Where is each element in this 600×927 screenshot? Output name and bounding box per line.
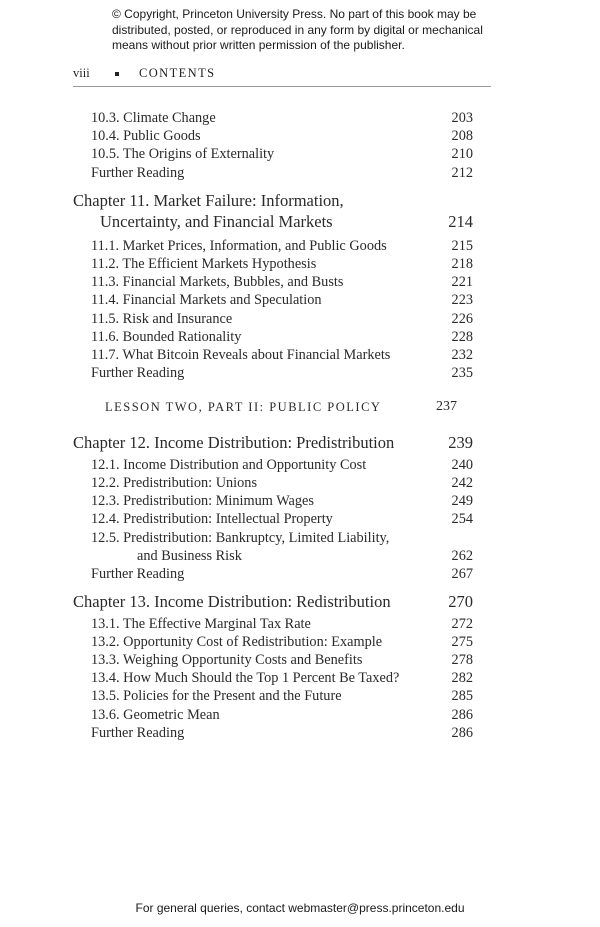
toc-entry[interactable]: 10.3. Climate Change 203: [91, 110, 473, 126]
toc-entry[interactable]: Further Reading 267: [91, 565, 473, 582]
copyright-notice: © Copyright, Princeton University Press. No part of this book may be distributed, posted, or reproduced in any form by digital or mechanical means without prior written permission of the publisher.: [112, 7, 483, 52]
toc-entry[interactable]: 12.4. Predistribution: Intellectual Property 254: [91, 511, 473, 528]
bullet-icon: [115, 72, 119, 76]
toc-entry[interactable]: 13.5. Policies for the Present and the Future 285: [91, 688, 473, 705]
chapter-title-continued[interactable]: Uncertainty, and Financial Markets 214: [100, 212, 473, 232]
toc-entry-continued[interactable]: and Business Risk 262: [137, 547, 473, 564]
toc-entry[interactable]: 11.7. What Bitcoin Reveals about Financial Markets 232: [91, 346, 473, 363]
chapter-title[interactable]: Chapter 12. Income Distribution: Predistribution 239: [73, 433, 473, 453]
chapter-title[interactable]: Chapter 11. Market Failure: Information,: [73, 190, 344, 210]
toc-entry[interactable]: 12.5. Predistribution: Bankruptcy, Limited Liability,: [91, 529, 390, 546]
toc-entry[interactable]: 10.4. Public Goods 208: [91, 128, 473, 145]
running-head: [73, 64, 491, 87]
toc-entry[interactable]: Further Reading 212: [91, 164, 473, 181]
footer-contact: For general queries, contact webmaster@press.princeton.edu: [135, 901, 465, 915]
part-heading[interactable]: LESSON TWO, PART II: PUBLIC POLICY 237: [105, 399, 457, 415]
toc-entry[interactable]: 13.4. How Much Should the Top 1 Percent Be Taxed? 282: [91, 670, 473, 687]
chapter-title[interactable]: Chapter 13. Income Distribution: Redistribution 270: [73, 592, 473, 612]
toc-entry[interactable]: 13.1. The Effective Marginal Tax Rate 272: [91, 615, 473, 632]
toc-entry[interactable]: 13.3. Weighing Opportunity Costs and Benefits 278: [91, 651, 473, 668]
toc-entry[interactable]: 11.4. Financial Markets and Speculation 223: [91, 292, 473, 309]
toc-entry[interactable]: 10.5. The Origins of Externality 210: [91, 146, 473, 163]
toc-entry[interactable]: 12.3. Predistribution: Minimum Wages 249: [91, 493, 473, 510]
running-head-title: CONTENTS: [139, 66, 216, 80]
toc-entry[interactable]: 11.6. Bounded Rationality 228: [91, 328, 473, 345]
toc-entry[interactable]: 11.2. The Efficient Markets Hypothesis 218: [91, 255, 473, 272]
toc-entry[interactable]: 11.3. Financial Markets, Bubbles, and Busts 221: [91, 274, 473, 291]
toc-entry[interactable]: Further Reading 286: [91, 724, 473, 741]
toc-entry[interactable]: 13.2. Opportunity Cost of Redistribution: Example 275: [91, 633, 473, 650]
table-of-contents: [73, 109, 473, 742]
page-folio: viii: [73, 66, 90, 80]
toc-entry[interactable]: 11.5. Risk and Insurance 226: [91, 310, 473, 327]
toc-entry[interactable]: 11.1. Market Prices, Information, and Public Goods 215: [91, 237, 473, 254]
toc-entry[interactable]: 12.1. Income Distribution and Opportunity Cost 240: [91, 456, 473, 473]
toc-entry[interactable]: 12.2. Predistribution: Unions 242: [91, 474, 473, 491]
toc-entry[interactable]: Further Reading 235: [91, 365, 473, 382]
toc-entry[interactable]: 13.6. Geometric Mean 286: [91, 706, 473, 723]
